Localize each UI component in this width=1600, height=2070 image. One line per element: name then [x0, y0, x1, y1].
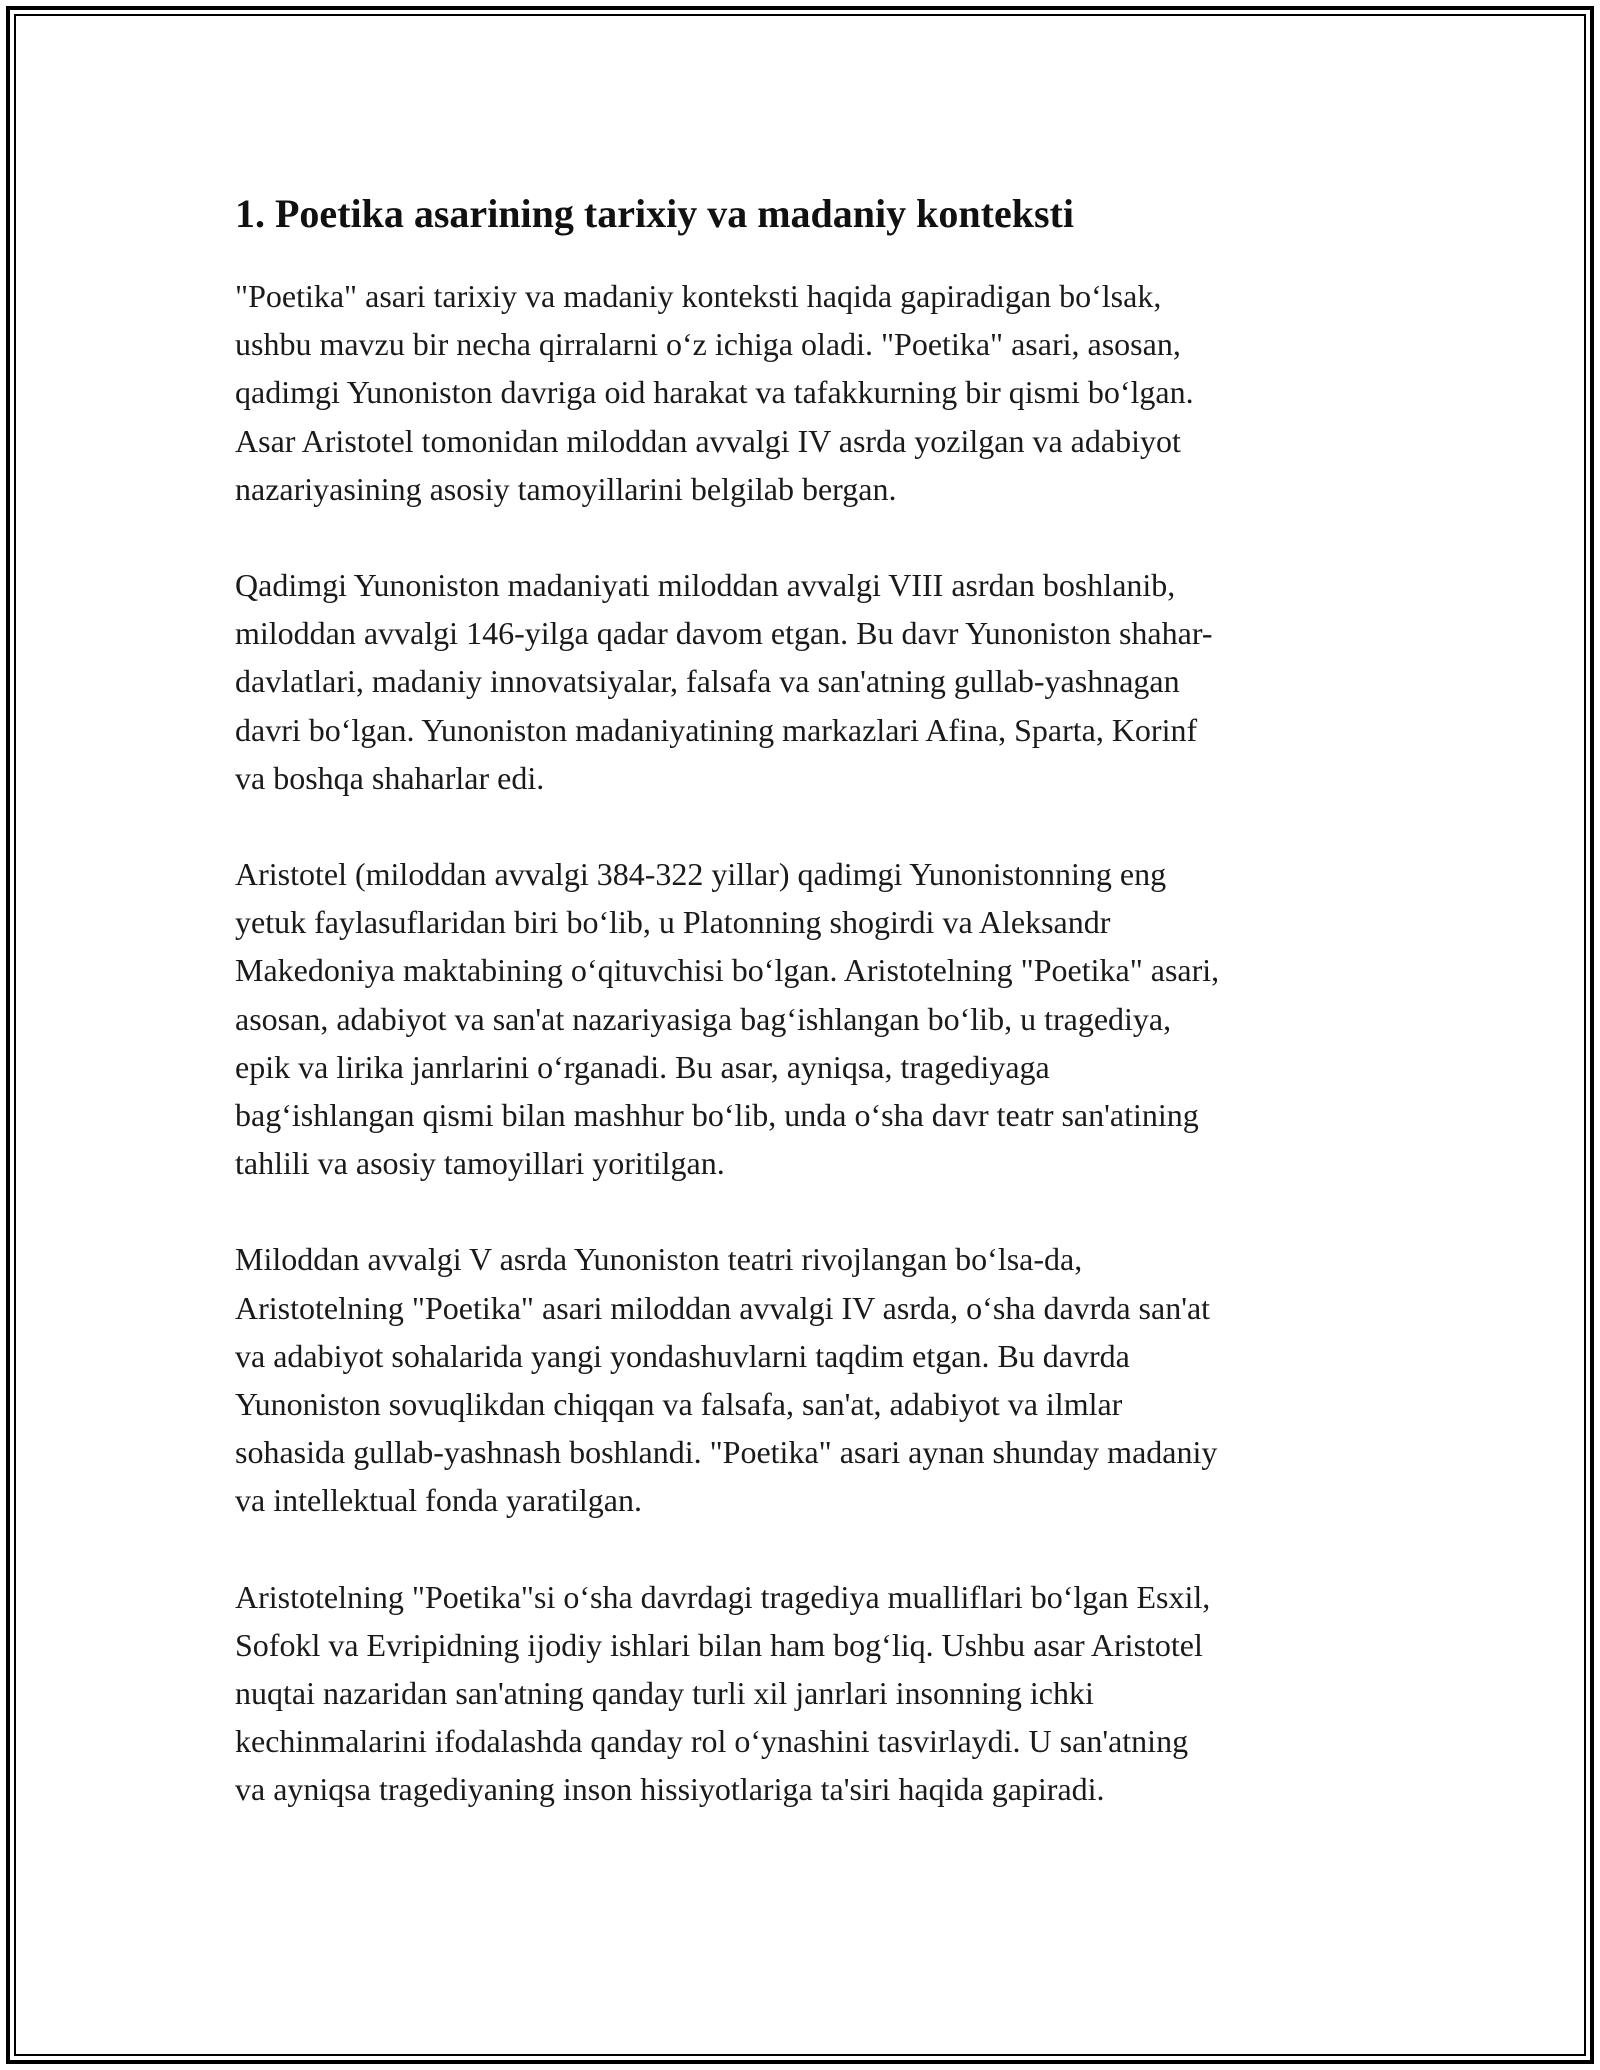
paragraph-line: davlatlari, madaniy innovatsiyalar, falsafa va san'atning gullab-yashnagan	[235, 663, 1180, 700]
paragraph-line: kechinmalarini ifodalashda qanday rol oʻynashini tasvirlaydi. U san'atning	[235, 1723, 1189, 1760]
paragraph-line: miloddan avvalgi 146-yilga qadar davom etgan. Bu davr Yunoniston shahar-	[235, 615, 1213, 652]
paragraph-line: Aristotelning "Poetika"si oʻsha davrdagi tragediya mualliflari boʻlgan Esxil,	[235, 1578, 1211, 1615]
paragraph-4	[235, 1235, 1370, 1524]
paragraph-line: va ayniqsa tragediyaning inson hissiyotlariga ta'siri haqida gapiradi.	[235, 1771, 1105, 1808]
paragraph-line: nazariyasining asosiy tamoyillarini belgilab bergan.	[235, 470, 897, 507]
paragraph-line: Aristotelning "Poetika" asari miloddan avvalgi IV asrda, oʻsha davrda san'at	[235, 1289, 1211, 1326]
paragraph-line: epik va lirika janrlarini oʻrganadi. Bu asar, ayniqsa, tragediyaga	[235, 1048, 1050, 1085]
paragraph-line: "Poetika" asari tarixiy va madaniy konteksti haqida gapiradigan boʻlsak,	[235, 278, 1162, 314]
paragraph-line: nuqtai nazaridan san'atning qanday turli xil janrlari insonning ichki	[235, 1675, 1094, 1712]
paragraph-line: sohasida gullab-yashnash boshlandi. "Poetika" asari aynan shunday madaniy	[235, 1434, 1218, 1471]
paragraph-line: Yunoniston sovuqlikdan chiqqan va falsafa, san'at, adabiyot va ilmlar	[235, 1386, 1123, 1423]
paragraph-line: ushbu mavzu bir necha qirralarni oʻz ichiga oladi. "Poetika" asari, asosan,	[235, 326, 1181, 363]
paragraph-line: Qadimgi Yunoniston madaniyati miloddan avvalgi VIII asrdan boshlanib,	[235, 567, 1176, 604]
paragraph-line: Aristotel (miloddan avvalgi 384-322 yillar) qadimgi Yunonistonning eng	[235, 856, 1167, 893]
paragraph-line: Miloddan avvalgi V asrda Yunoniston teatri rivojlangan boʻlsa-da,	[235, 1241, 1083, 1278]
paragraph-line: davri boʻlgan. Yunoniston madaniyatining markazlari Afina, Sparta, Korinf	[235, 711, 1198, 748]
paragraph-line: asosan, adabiyot va san'at nazariyasiga bagʻishlangan boʻlib, u tragediya,	[235, 1000, 1172, 1037]
paragraph-line: Asar Aristotel tomonidan miloddan avvalgi IV asrda yozilgan va adabiyot	[235, 422, 1181, 459]
paragraph-line: Makedoniya maktabining oʻqituvchisi boʻlgan. Aristotelning "Poetika" asari,	[235, 952, 1220, 989]
paragraph-line: qadimgi Yunoniston davriga oid harakat va tafakkurning bir qismi boʻlgan.	[235, 374, 1194, 411]
paragraph-5	[235, 1573, 1370, 1814]
paragraph-1	[235, 272, 1370, 513]
section-title: 1. Poetika asarining tarixiy va madaniy konteksti	[235, 191, 1074, 236]
paragraph-line: yetuk faylasuflaridan biri boʻlib, u Platonning shogirdi va Aleksandr	[235, 904, 1111, 941]
paragraph-3	[235, 850, 1370, 1187]
document-body	[235, 190, 1370, 1862]
paragraph-2	[235, 561, 1370, 802]
paragraph-line: Sofokl va Evripidning ijodiy ishlari bilan ham bogʻliq. Ushbu asar Aristotel	[235, 1626, 1203, 1663]
paragraph-line: tahlili va asosiy tamoyillari yoritilgan.	[235, 1145, 725, 1182]
paragraph-line: va intellektual fonda yaratilgan.	[235, 1482, 642, 1519]
paragraph-line: va adabiyot sohalarida yangi yondashuvlarni taqdim etgan. Bu davrda	[235, 1337, 1130, 1374]
paragraph-line: bagʻishlangan qismi bilan mashhur boʻlib, unda oʻsha davr teatr san'atining	[235, 1097, 1199, 1134]
paragraph-line: va boshqa shaharlar edi.	[235, 759, 545, 796]
